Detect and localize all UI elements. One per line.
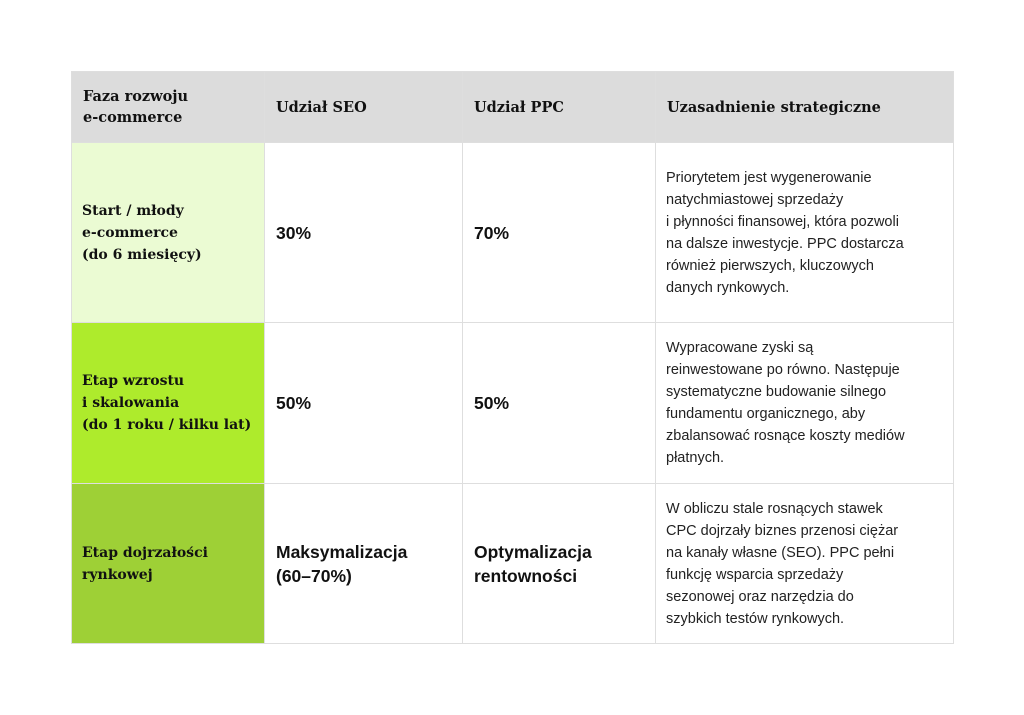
- rationale-line: na dalsze inwestycje. PPC dostarcza: [666, 235, 904, 252]
- seo-share-value: (60–70%): [276, 565, 352, 586]
- rationale-line: CPC dojrzały biznes przenosi ciężar: [666, 522, 899, 539]
- phase-line: e-commerce: [82, 224, 178, 241]
- phase-line: rynkowej: [82, 566, 153, 583]
- header-phase-line: Faza rozwoju: [83, 88, 189, 105]
- ppc-share-value: rentowności: [474, 565, 578, 586]
- phase-cell: [72, 484, 265, 644]
- rationale-line: zbalansować rosnące koszty mediów: [666, 428, 905, 444]
- rationale-line: W obliczu stale rosnących stawek: [666, 500, 883, 517]
- rationale-cell: [656, 323, 954, 484]
- table-row: [72, 484, 954, 644]
- rationale-line: funkcję wsparcia sprzedaży: [666, 566, 844, 583]
- seo-share-cell: [265, 143, 463, 323]
- rationale-line: natychmiastowej sprzedaży: [666, 191, 844, 208]
- seo-share-value: 30%: [276, 222, 312, 243]
- phase-line: Etap wzrostu: [82, 373, 185, 389]
- rationale-line: na kanały własne (SEO). PPC pełni: [666, 544, 895, 561]
- ppc-share-cell: [463, 484, 656, 644]
- seo-share-cell: [265, 323, 463, 484]
- header-ppc: Udział PPC: [463, 72, 656, 143]
- ppc-share-value: 70%: [474, 222, 510, 243]
- table-row: [72, 143, 954, 323]
- strategy-table: [71, 71, 954, 644]
- seo-share-cell: [265, 484, 463, 644]
- rationale-line: Wypracowane zyski są: [666, 340, 814, 356]
- seo-share-value: 50%: [276, 393, 312, 413]
- header-phase: [72, 72, 265, 143]
- header-seo: Udział SEO: [265, 72, 463, 143]
- phase-line: (do 6 miesięcy): [82, 246, 202, 263]
- seo-share-value: Maksymalizacja: [276, 541, 408, 562]
- header-rationale: Uzasadnienie strategiczne: [656, 72, 954, 143]
- phase-cell: [72, 323, 265, 484]
- rationale-line: płatnych.: [666, 450, 725, 466]
- rationale-line: systematyczne budowanie silnego: [666, 384, 887, 400]
- rationale-line: danych rynkowych.: [666, 279, 790, 296]
- phase-line: Start / młody: [82, 202, 184, 219]
- rationale-line: szybkich testów rynkowych.: [666, 610, 845, 627]
- phase-line: Etap dojrzałości: [82, 544, 208, 561]
- phase-cell: [72, 143, 265, 323]
- rationale-line: również pierwszych, kluczowych: [666, 257, 874, 274]
- phase-line: (do 1 roku / kilku lat): [82, 417, 252, 433]
- ppc-share-cell: [463, 143, 656, 323]
- table-header-row: [72, 72, 954, 143]
- rationale-cell: [656, 484, 954, 644]
- rationale-line: Priorytetem jest wygenerowanie: [666, 169, 872, 186]
- header-phase-line: e-commerce: [83, 109, 183, 126]
- rationale-line: sezonowej oraz narzędzia do: [666, 588, 854, 605]
- rationale-line: reinwestowane po równo. Następuje: [666, 362, 900, 378]
- ppc-share-value: Optymalizacja: [474, 541, 592, 562]
- rationale-line: i płynności finansowej, która pozwoli: [666, 213, 899, 230]
- ppc-share-value: 50%: [474, 393, 510, 413]
- ppc-share-cell: [463, 323, 656, 484]
- phase-line: i skalowania: [82, 395, 180, 411]
- rationale-line: fundamentu organicznego, aby: [666, 406, 866, 422]
- table-row: [72, 323, 954, 484]
- rationale-cell: [656, 143, 954, 323]
